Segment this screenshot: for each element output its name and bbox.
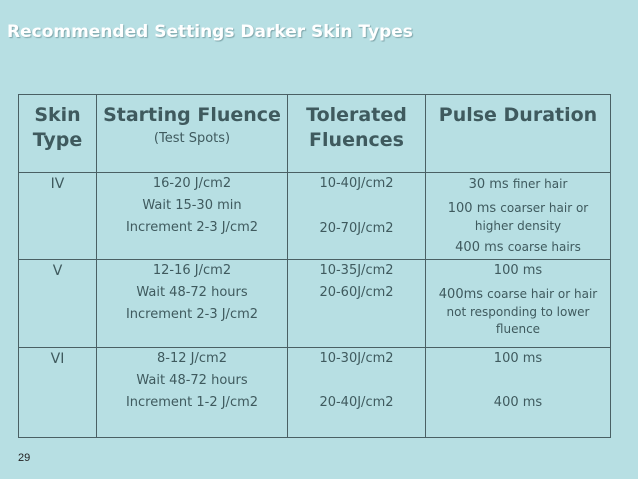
- pulse-cell: [426, 173, 611, 260]
- settings-table: [18, 94, 611, 438]
- pulse-note: coarser hair or: [500, 201, 589, 215]
- pulse-value: 400 ms: [455, 240, 504, 255]
- header-pulse-duration: Pulse Duration: [426, 95, 611, 173]
- pulse-note: higher density: [474, 219, 562, 233]
- pulse-value: 100 ms: [493, 263, 543, 278]
- pulse-cell: [426, 348, 611, 438]
- slide-title: Recommended Settings Darker Skin Types: [7, 22, 413, 42]
- table-row: [19, 173, 611, 260]
- skin-type-cell: V: [19, 260, 97, 348]
- pulse-value: 30 ms: [468, 177, 509, 192]
- header-tolerated-fluences: [288, 95, 426, 173]
- skin-type-cell: VI: [19, 348, 97, 438]
- pulse-note: coarse hairs: [507, 240, 581, 254]
- header-fluence-line1: Starting Fluence: [103, 104, 281, 126]
- tolerated-line: 20-60J/cm2: [319, 285, 394, 300]
- fluence-line: Increment 2-3 J/cm2: [125, 307, 259, 322]
- tolerated-line: 20-70J/cm2: [319, 221, 394, 236]
- skin-type-cell: IV: [19, 173, 97, 260]
- pulse-value: 100 ms: [447, 201, 497, 216]
- pulse-note: not responding to lower: [446, 305, 590, 319]
- fluence-line: Increment 1-2 J/cm2: [125, 395, 259, 410]
- fluence-cell: [97, 173, 288, 260]
- fluence-line: Increment 2-3 J/cm2: [125, 220, 259, 235]
- tolerated-line: 10-35J/cm2: [319, 263, 394, 278]
- pulse-cell: [426, 260, 611, 348]
- tolerated-line: 10-40J/cm2: [319, 176, 394, 191]
- pulse-note: finer hair: [512, 177, 568, 191]
- fluence-line: 16-20 J/cm2: [152, 176, 232, 191]
- fluence-line: Wait 48-72 hours: [136, 285, 248, 300]
- pulse-value: 400 ms: [493, 395, 543, 410]
- header-tolerated-line1: Tolerated: [306, 104, 407, 126]
- header-row: [19, 95, 611, 173]
- tolerated-cell: [288, 173, 426, 260]
- header-tolerated-line2: Fluences: [309, 129, 404, 151]
- tolerated-line: 20-40J/cm2: [319, 395, 394, 410]
- fluence-line: 8-12 J/cm2: [157, 351, 227, 366]
- pulse-note: coarse hair or hair: [487, 287, 598, 301]
- table-row: [19, 260, 611, 348]
- header-skin-line1: Skin: [34, 104, 81, 126]
- fluence-cell: [97, 260, 288, 348]
- tolerated-cell: [288, 348, 426, 438]
- fluence-line: Wait 15-30 min: [142, 198, 242, 213]
- fluence-line: Wait 48-72 hours: [136, 373, 248, 388]
- table-row: [19, 348, 611, 438]
- pulse-note: fluence: [495, 322, 541, 336]
- tolerated-line: 10-30J/cm2: [319, 351, 394, 366]
- header-skin-line2: Type: [32, 129, 83, 151]
- header-starting-fluence: [97, 95, 288, 173]
- tolerated-cell: [288, 260, 426, 348]
- header-skin-type: [19, 95, 97, 173]
- fluence-line: 12-16 J/cm2: [152, 263, 232, 278]
- pulse-value: 400ms: [438, 287, 484, 302]
- fluence-cell: [97, 348, 288, 438]
- page-number: 29: [18, 452, 31, 464]
- header-fluence-line2: (Test Spots): [153, 131, 231, 146]
- pulse-value: 100 ms: [493, 351, 543, 366]
